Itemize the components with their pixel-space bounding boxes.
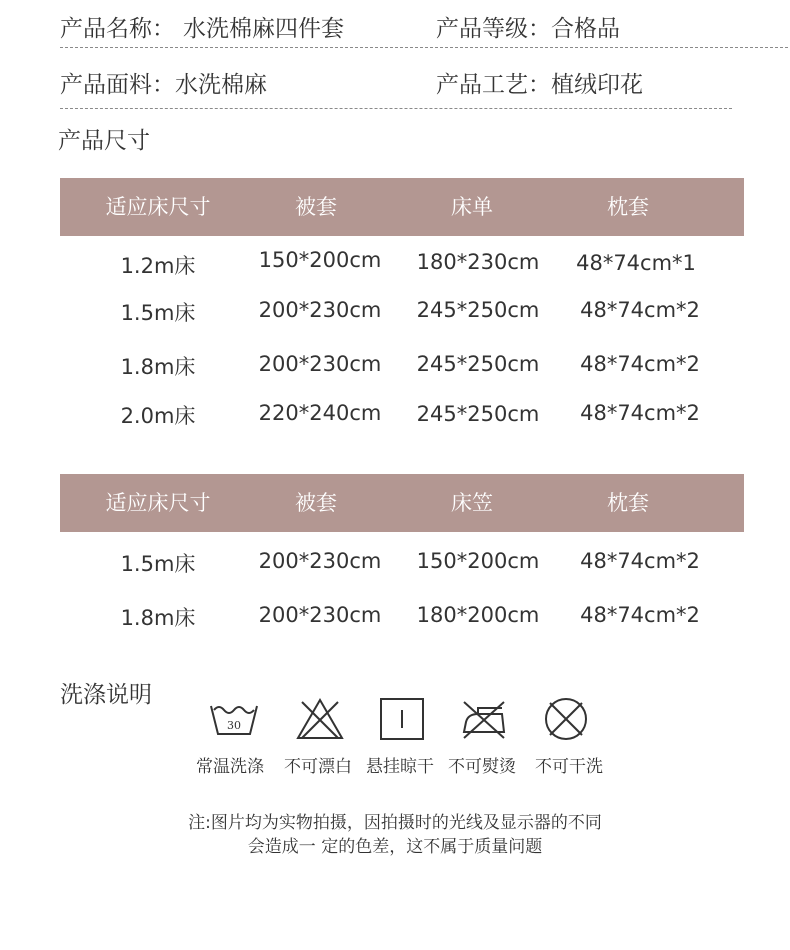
table-cell: 48*74cm*2 [580,401,700,425]
product-craft-row [436,66,643,99]
column-header: 枕套 [607,491,649,515]
care-label-hang-dry: 悬挂晾干 [366,757,434,777]
wash-30-icon [208,696,260,742]
table-cell: 245*250cm [416,298,540,322]
column-header: 适应床尺寸 [105,491,211,515]
care-label-wash: 常温洗涤 [196,757,264,777]
product-fabric-label: 产品面料： [60,72,175,98]
table-cell: 1.2m床 [120,254,196,278]
size-section-title: 产品尺寸 [58,128,150,154]
table-cell: 48*74cm*1 [576,251,696,275]
column-header: 被套 [295,491,337,515]
care-label-no-iron: 不可熨烫 [448,757,516,777]
product-fabric-value: 水洗棉麻 [175,72,267,98]
table-cell: 245*250cm [416,402,540,426]
divider [60,108,732,109]
table-cell: 1.8m床 [120,355,196,379]
color-note-line-1: 注:图片均为实物拍摄，因拍摄时的光线及显示器的不同 [188,813,602,833]
column-header: 被套 [295,195,337,219]
no-bleach-icon [294,696,346,742]
care-section-title: 洗涤说明 [60,682,152,708]
product-grade-label: 产品等级： [436,16,551,42]
column-header: 床单 [451,195,493,219]
column-header: 枕套 [607,195,649,219]
table-cell: 220*240cm [258,401,382,425]
table-cell: 180*230cm [416,250,540,274]
no-iron-icon [458,696,510,742]
color-note-line-2: 会造成一 定的色差，这不属于质量问题 [247,837,543,857]
table-cell: 150*200cm [416,549,540,573]
product-craft-label: 产品工艺： [436,72,551,98]
table-cell: 245*250cm [416,352,540,376]
column-header: 适应床尺寸 [105,195,211,219]
table-cell: 200*230cm [258,298,382,322]
hang-dry-icon [376,696,428,742]
product-name-row [60,10,344,43]
table-cell: 180*200cm [416,603,540,627]
product-name-value: 水洗棉麻四件套 [183,16,344,42]
table-cell: 1.8m床 [120,606,196,630]
product-grade-row [436,10,620,43]
product-name-label: 产品名称： [60,16,175,42]
table-cell: 1.5m床 [120,552,196,576]
product-fabric-row [60,66,267,99]
care-label-no-bleach: 不可漂白 [284,757,352,777]
wash-temperature-text: 30 [227,719,241,732]
table-cell: 2.0m床 [120,404,196,428]
table-cell: 48*74cm*2 [580,352,700,376]
divider [60,47,788,48]
table-cell: 200*230cm [258,549,382,573]
table-cell: 200*230cm [258,352,382,376]
table-cell: 48*74cm*2 [580,603,700,627]
product-grade-value: 合格品 [551,16,620,42]
size-table-1-header [60,178,744,236]
no-dry-clean-icon [540,696,592,742]
table-cell: 48*74cm*2 [580,298,700,322]
table-cell: 1.5m床 [120,301,196,325]
table-cell: 48*74cm*2 [580,549,700,573]
product-craft-value: 植绒印花 [551,72,643,98]
table-cell: 200*230cm [258,603,382,627]
column-header: 床笠 [451,491,493,515]
care-label-no-dry-clean: 不可干洗 [535,757,603,777]
table-cell: 150*200cm [258,248,382,272]
size-table-2-header [60,474,744,532]
